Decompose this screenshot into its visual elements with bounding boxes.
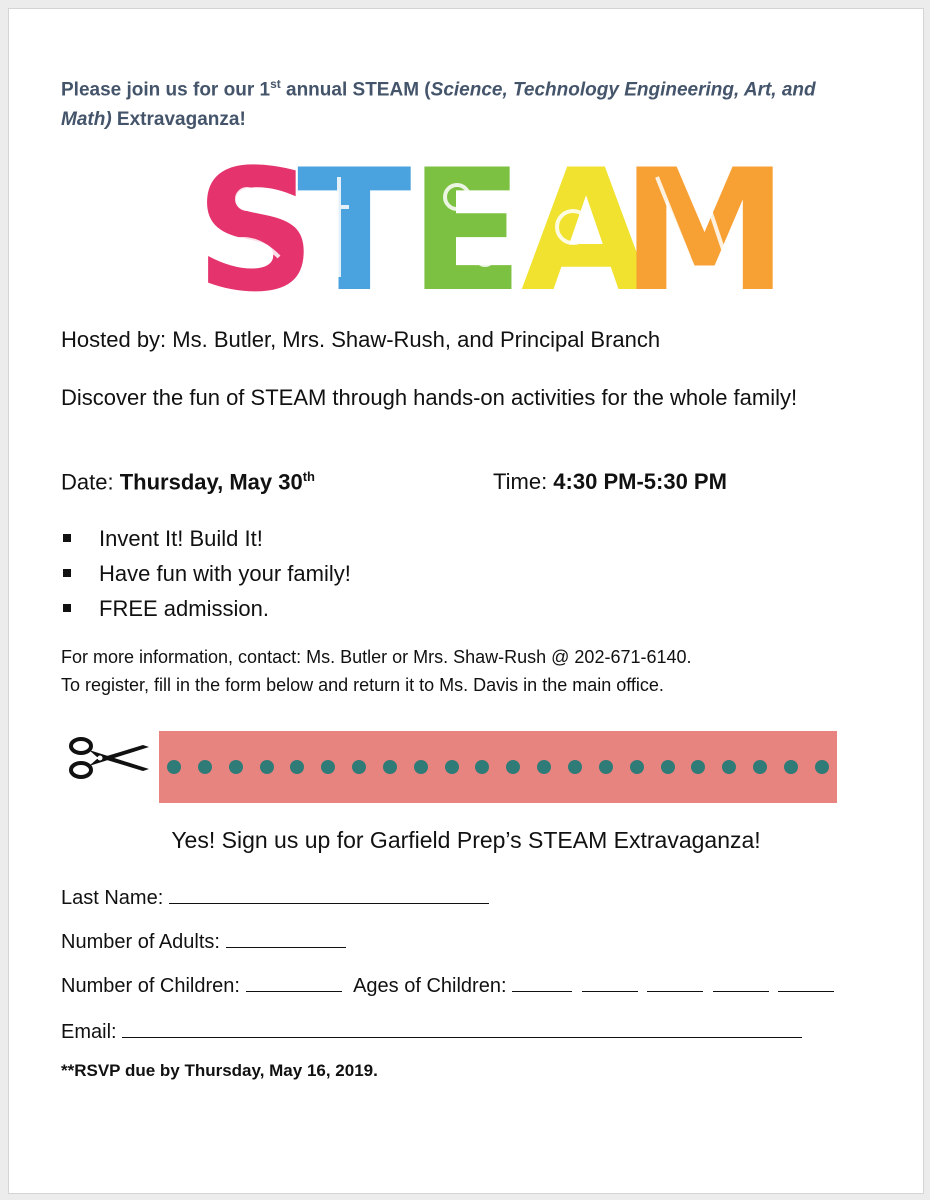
cut-dot <box>661 760 675 774</box>
steam-logo <box>189 133 789 329</box>
list-item-text: Have fun with your family! <box>99 561 351 586</box>
cut-dot <box>290 760 304 774</box>
intro-start: Please join us for our 1 <box>61 79 271 101</box>
children-label: Number of Children: <box>61 975 246 997</box>
age-field[interactable] <box>713 973 769 992</box>
register-line: To register, fill in the form below and return it to Ms. Davis in the main office. <box>61 675 664 695</box>
logo-letter-s: S <box>195 133 316 329</box>
cut-dot <box>722 760 736 774</box>
logo-letter-e: E <box>409 133 524 329</box>
square-bullet-icon <box>63 604 71 612</box>
square-bullet-icon <box>63 569 71 577</box>
date-label: Date: <box>61 469 120 495</box>
cut-dot <box>506 760 520 774</box>
flyer-page <box>8 8 924 1194</box>
cut-dot <box>414 760 428 774</box>
cut-dot <box>229 760 243 774</box>
cut-dot <box>568 760 582 774</box>
cut-dot <box>383 760 397 774</box>
cut-dot <box>691 760 705 774</box>
cut-dot <box>260 760 274 774</box>
cut-dot <box>352 760 366 774</box>
adults-row <box>61 929 346 954</box>
cut-dot <box>815 760 829 774</box>
age-field[interactable] <box>647 973 703 992</box>
scissors-icon <box>67 735 151 781</box>
last-name-label: Last Name: <box>61 887 169 909</box>
cut-dot <box>167 760 181 774</box>
list-item-text: Invent It! Build It! <box>99 526 263 551</box>
intro-ordinal: st <box>270 77 281 91</box>
intro-italic: Science, Technology Engineering, Art, and Math) <box>61 79 816 131</box>
event-time <box>493 469 727 495</box>
signup-title: Yes! Sign us up for Garfield Prep’s STEAM Extravaganza! <box>171 827 761 853</box>
contact-info <box>61 643 692 699</box>
adults-label: Number of Adults: <box>61 931 226 953</box>
dotted-cut-line <box>167 760 829 774</box>
children-field[interactable] <box>246 973 342 992</box>
time-label: Time: <box>493 469 554 494</box>
list-item-text: FREE admission. <box>99 596 269 621</box>
email-field[interactable] <box>122 1019 802 1038</box>
time-value: 4:30 PM-5:30 PM <box>553 469 727 494</box>
cut-strip <box>159 731 837 803</box>
adults-field[interactable] <box>226 929 346 948</box>
age-field[interactable] <box>582 973 638 992</box>
intro-text <box>61 69 861 135</box>
cut-line <box>67 729 847 809</box>
list-item <box>61 556 351 591</box>
intro-mid: annual STEAM ( <box>280 79 431 101</box>
logo-letter-a: A <box>521 133 652 329</box>
age-field[interactable] <box>778 973 834 992</box>
list-item <box>61 591 351 626</box>
feature-list <box>61 521 351 626</box>
intro-end: Extravaganza! <box>111 109 246 131</box>
cut-dot <box>599 760 613 774</box>
date-suffix: th <box>302 469 315 484</box>
children-row <box>61 973 834 998</box>
cut-dot <box>753 760 767 774</box>
contact-line: For more information, contact: Ms. Butler or Mrs. Shaw-Rush @ 202-671-6140. <box>61 647 692 667</box>
logo-letter-t: T <box>297 133 412 329</box>
cut-dot <box>321 760 335 774</box>
list-item <box>61 521 351 556</box>
ages-label: Ages of Children: <box>353 975 513 997</box>
discover-text: Discover the fun of STEAM through hands-on activities for the whole family! <box>61 385 798 410</box>
date-value: Thursday, May 30 <box>119 469 303 495</box>
last-name-field[interactable] <box>169 885 489 904</box>
cut-dot <box>445 760 459 774</box>
square-bullet-icon <box>63 534 71 542</box>
cut-dot <box>784 760 798 774</box>
email-label: Email: <box>61 1021 123 1043</box>
rsvp-note: **RSVP due by Thursday, May 16, 2019. <box>61 1061 378 1080</box>
logo-letter-m: M <box>621 133 789 329</box>
age-field[interactable] <box>512 973 572 992</box>
cut-dot <box>475 760 489 774</box>
last-name-row <box>61 885 489 910</box>
cut-dot <box>537 760 551 774</box>
cut-dot <box>198 760 212 774</box>
email-row <box>61 1019 802 1044</box>
event-date <box>61 469 315 495</box>
cut-dot <box>630 760 644 774</box>
hosted-by: Hosted by: Ms. Butler, Mrs. Shaw-Rush, and Principal Branch <box>61 327 661 352</box>
